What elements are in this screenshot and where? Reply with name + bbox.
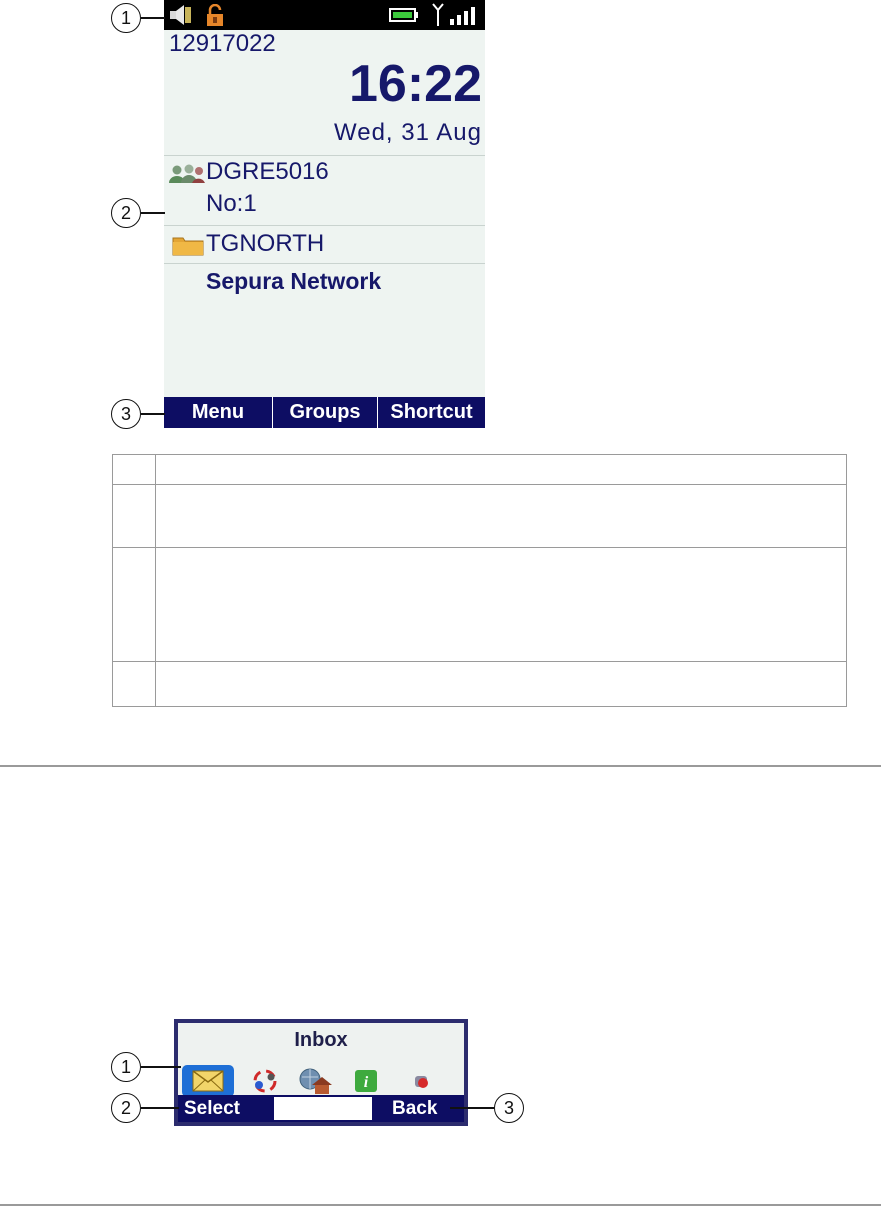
section-divider [0, 1204, 881, 1206]
inbox-title: Inbox [294, 1029, 348, 1051]
battery-icon [389, 8, 419, 22]
callout-2: 2 [111, 1093, 141, 1123]
inbox-screen [174, 1019, 468, 1126]
folder-icon [172, 234, 204, 256]
callout-2: 2 [111, 198, 141, 228]
inbox-softkey-bar [178, 1095, 464, 1122]
issi-number: 12917022 [169, 30, 276, 57]
divider [164, 263, 485, 264]
status-bar [164, 0, 485, 30]
section-divider [0, 765, 881, 767]
info-icon[interactable] [354, 1069, 378, 1093]
table-row [113, 485, 847, 548]
shortcut-softkey[interactable]: Shortcut [390, 401, 473, 423]
menu-softkey[interactable]: Menu [191, 401, 245, 423]
talkgroup-name: DGRE5016 [206, 158, 329, 185]
envelope-icon [192, 1070, 224, 1092]
red-dot-icon[interactable] [414, 1075, 430, 1089]
svg-text:i: i [363, 1074, 369, 1091]
clock-date: Wed, 31 Aug [334, 119, 482, 146]
softkey-bar [164, 397, 485, 428]
legend-table [112, 454, 847, 707]
callout-1: 1 [111, 3, 141, 33]
divider [164, 155, 485, 156]
groups-softkey[interactable]: Groups [289, 401, 361, 423]
table-row [113, 662, 847, 707]
table-row [113, 548, 847, 662]
unlock-icon [206, 4, 224, 26]
globe-house-icon[interactable] [298, 1067, 332, 1095]
signal-bars-icon [450, 4, 480, 26]
select-softkey[interactable]: Select [184, 1097, 240, 1119]
antenna-icon [432, 3, 444, 27]
inbox-menu-area [178, 1023, 464, 1095]
clock-time: 16:22 [349, 55, 482, 113]
callout-1: 1 [111, 1052, 141, 1082]
network-name: Sepura Network [206, 268, 382, 294]
speaker-icon [170, 5, 192, 25]
selected-item-highlight[interactable] [182, 1065, 234, 1097]
callout-3: 3 [111, 399, 141, 429]
callout-3: 3 [494, 1093, 524, 1123]
group-people-icon [169, 164, 205, 184]
back-softkey[interactable]: Back [392, 1097, 438, 1119]
recycle-people-icon[interactable] [250, 1067, 280, 1095]
softkey-blank-middle [274, 1097, 372, 1120]
table-row [113, 455, 847, 485]
talkgroup-number: No:1 [206, 190, 257, 217]
phone-screen [164, 0, 485, 428]
divider [164, 225, 485, 226]
folder-name: TGNORTH [206, 230, 325, 257]
